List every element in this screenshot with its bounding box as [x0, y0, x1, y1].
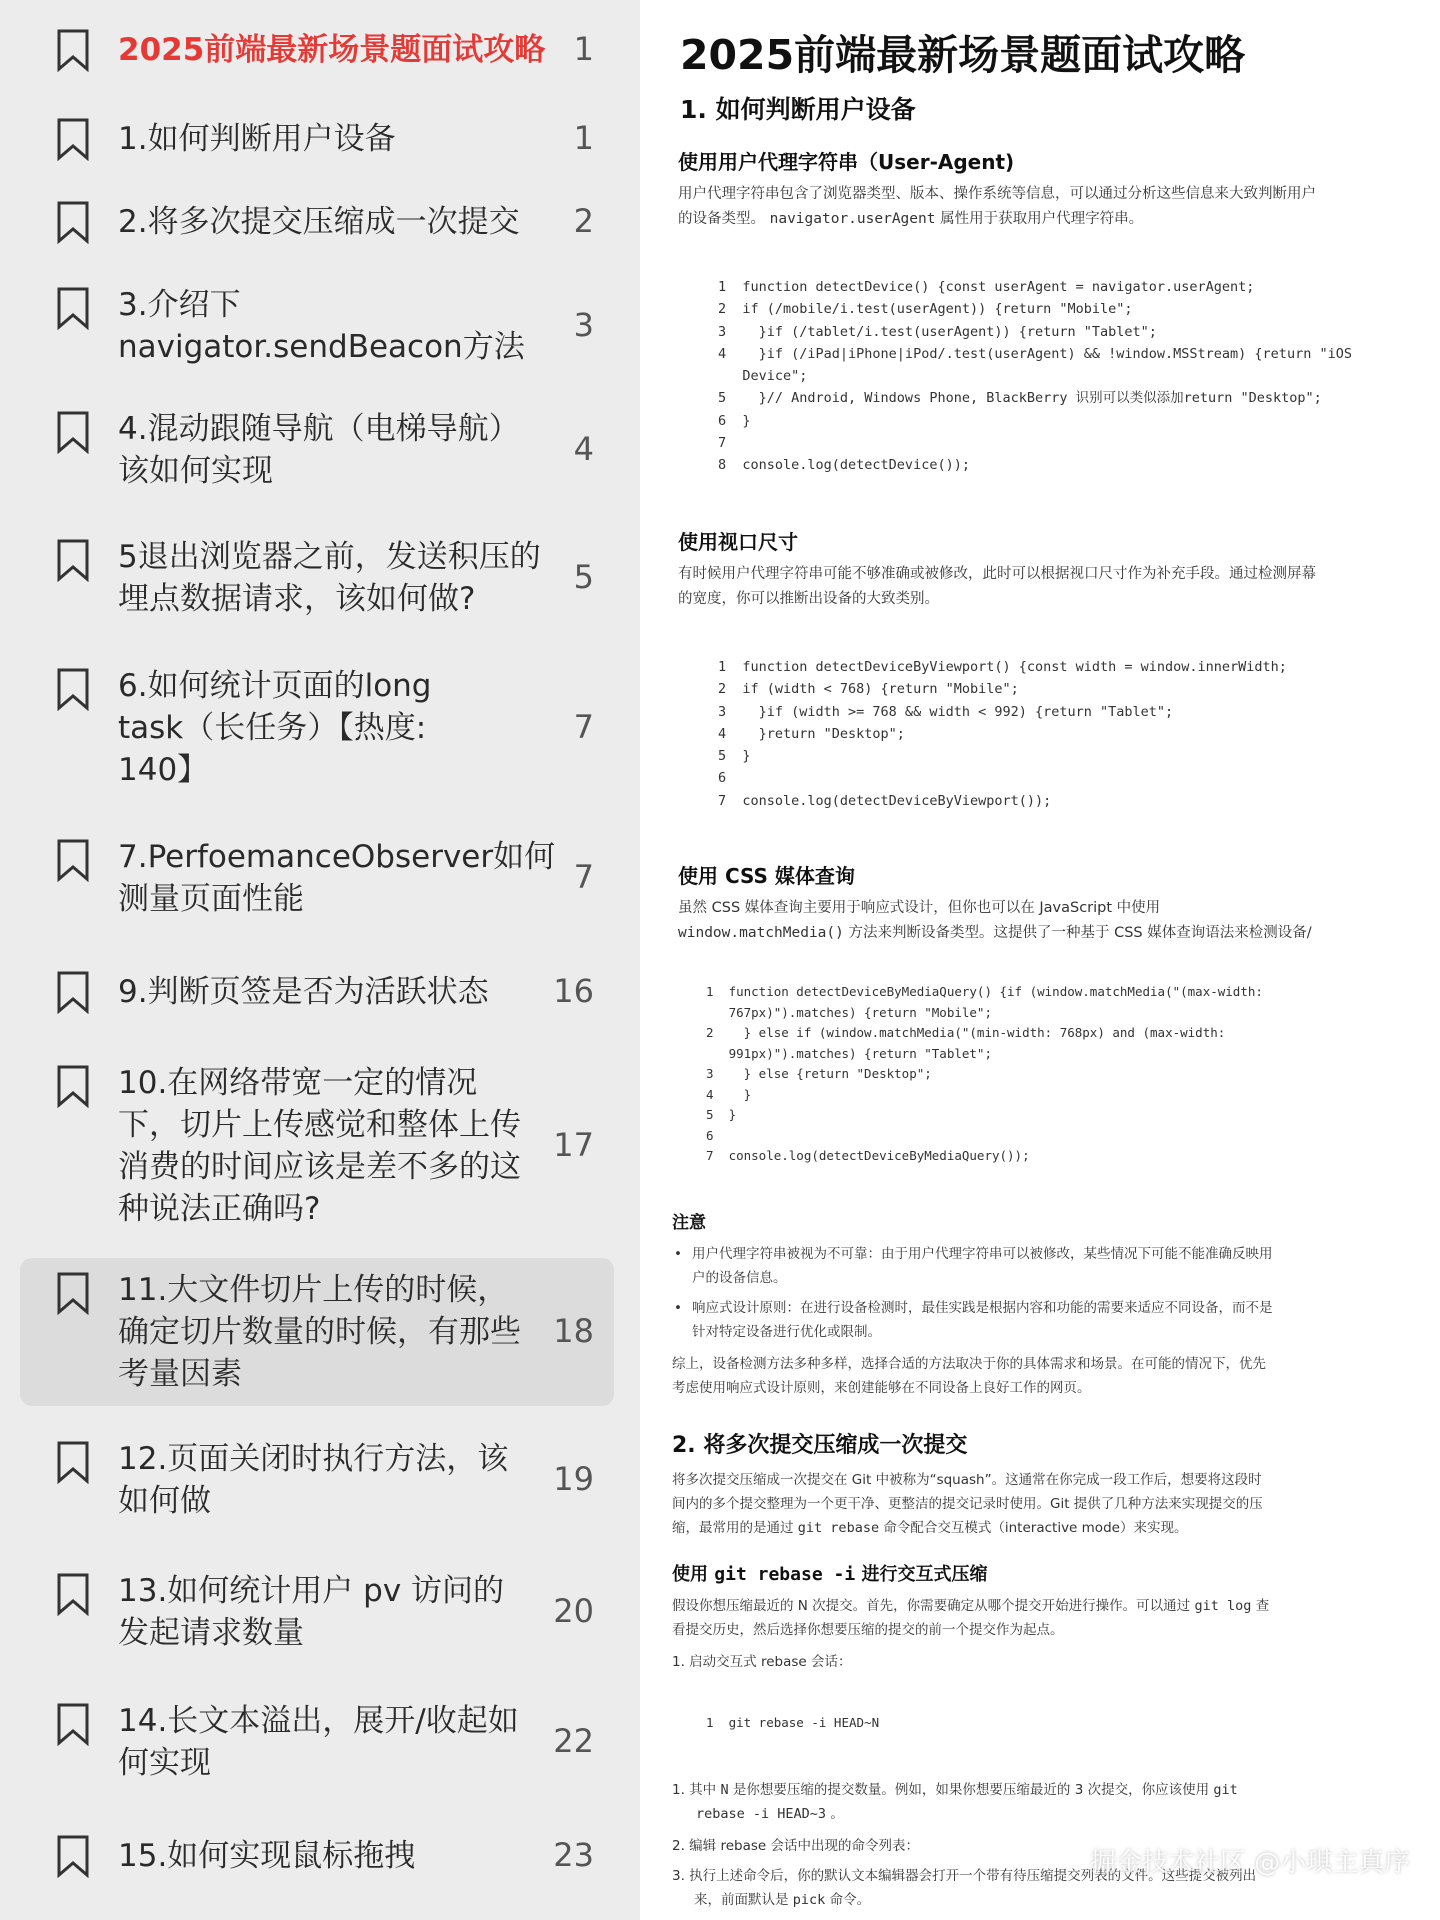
outline-item-page: 17 [553, 1126, 594, 1164]
section-2-heading: 2. 将多次提交压缩成一次提交 [672, 1433, 968, 1458]
outline-item-page: 23 [553, 1836, 594, 1874]
outline-item-page: 20 [553, 1592, 594, 1630]
rebase-heading-text-end: 进行交互式压缩 [861, 1564, 988, 1585]
outline-item-page: 1 [573, 30, 594, 68]
bookmark-icon[interactable] [56, 1271, 90, 1315]
ua-heading: 使用用户代理字符串（User-Agent) [678, 150, 1015, 174]
squash-code-inline: git rebase [797, 1520, 880, 1536]
bookmark-icon[interactable] [56, 538, 90, 582]
rebase-line-2: 看提交历史，然后选择你想要压缩的提交的前一个提交作为起点。 [672, 1622, 1064, 1638]
bookmark-icon[interactable] [56, 970, 90, 1014]
outline-item-page: 22 [553, 1722, 594, 1760]
outline-item-title: 3.介绍下 navigator.sendBeacon方法 [118, 287, 525, 365]
outline-item[interactable] [20, 178, 614, 266]
squash-text: 缩，最常用的是通过 [672, 1520, 794, 1536]
summary-line-1: 综上，设备检测方法多种多样，选择合适的方法取决于你的具体需求和场景。在可能的情况下，优先 [672, 1356, 1266, 1372]
squash-text-end: 命令配合交互模式（interactive mode）来实现。 [883, 1520, 1188, 1536]
step-3-text-end: 命令。 [829, 1892, 871, 1908]
document-title: 2025前端最新场景题面试攻略 [680, 31, 1246, 79]
summary-line-2: 考虑使用响应式设计原则，来创建能够在不同设备上良好工作的网页。 [672, 1380, 1091, 1396]
note-1-line-1: • 用户代理字符串被视为不可靠：由于用户代理字符串可以被修改，某些情况下可能不能准确反映用 [692, 1246, 1273, 1262]
rebase-code-inline: git log [1194, 1598, 1252, 1614]
step-2: 2. 编辑 rebase 会话中出现的命令列表： [672, 1838, 919, 1854]
step-3-text: 来，前面默认是 [694, 1892, 789, 1908]
rebase-heading-code: git rebase -i [714, 1564, 856, 1585]
css-heading: 使用 CSS 媒体查询 [678, 864, 855, 888]
outline-item-page: 1 [573, 119, 594, 157]
outline-item[interactable] [20, 1806, 614, 1906]
ua-line-1: 用户代理字符串包含了浏览器类型、版本、操作系统等信息，可以通过分析这些信息来大致判断用户 [678, 186, 1316, 202]
note-2-line-1: • 响应式设计原则：在进行设备检测时，最佳实践是根据内容和功能的需要来适应不同设备，而不是 [692, 1300, 1273, 1316]
bookmark-icon[interactable] [56, 286, 90, 330]
note-2-line-2: 针对特定设备进行优化或限制。 [692, 1324, 881, 1340]
bookmark-icon[interactable] [56, 28, 90, 72]
outline-item-title: 6.如何统计页面的long task（长任务）【热度: 140】 [118, 668, 432, 788]
css-line-1: 虽然 CSS 媒体查询主要用于响应式设计，但你也可以在 JavaScript 中使用 [678, 900, 1161, 916]
step-1-code-n: N [720, 1782, 729, 1798]
outline-item-title: 12.页面关闭时执行方法，该 如何做 [118, 1441, 509, 1519]
outline-item-title: 13.如何统计用户 pv 访问的 发起请求数量 [118, 1573, 505, 1651]
bookmark-icon[interactable] [56, 667, 90, 711]
viewport-paragraph [678, 562, 1408, 612]
rebase-heading [672, 1560, 987, 1586]
vp-line-1: 有时候用户代理字符串可能不够准确或被修改，此时可以根据视口尺寸作为补充手段。通过检测屏幕 [678, 566, 1316, 582]
bookmark-icon[interactable] [56, 838, 90, 882]
bookmark-icon[interactable] [56, 1834, 90, 1878]
rebase-line-1 [672, 1594, 1402, 1618]
step-3-code-pick: pick [792, 1892, 826, 1908]
summary-paragraph [672, 1352, 1402, 1400]
ua-line-2 [678, 207, 1408, 232]
step-1-detail-line-2 [672, 1802, 1372, 1826]
step-1-detail-line-1 [672, 1778, 1372, 1802]
css-line-2 [678, 921, 1438, 946]
vp-line-2: 的宽度，你可以推断出设备的大致类别。 [678, 591, 939, 607]
css-paragraph [678, 896, 1438, 946]
watermark-text: 掘金技术社区 @小琪主真序 [1090, 1848, 1411, 1878]
note-bullet-2 [692, 1296, 1372, 1344]
code-block-media-query: 1 function detectDeviceByMediaQuery() {if (window.matchMedia("(max-width: 767px)").matches) {return "Mobile"; 2 } else if (window.matchMedia("(min-width: 768px) and (max-width: 991px)").matches) {return "Tablet"; 3 } else {return "Desktop"; 4 } 5 } 6 7 console.log(detectDeviceByMediaQuery()); [706, 984, 1263, 1163]
outline-item-title: 10.在网络带宽一定的情况 下，切片上传感觉和整体上传 消费的时间应该是差不多的这 种说法正确吗? [118, 1065, 521, 1227]
outline-item-title: 14.长文本溢出，展开/收起如 何实现 [118, 1703, 519, 1781]
step-1-code-git: git [1213, 1782, 1238, 1798]
code-block-viewport: 1 function detectDeviceByViewport() {const width = window.innerWidth; 2 if (width < 768) {return "Mobile"; 3 }if (width >= 768 && width < 992) {return "Tablet"; 4 }return "Desktop"; 5 } 6 7 console.log(detectDeviceByViewport()); [718, 659, 1287, 809]
step-1-text-c: 是你想要压缩的提交数量。例如，如果你想要压缩最近的 3 次提交，你应该使用 [732, 1782, 1210, 1798]
code-block-rebase: 1 git rebase -i HEAD~N [706, 1715, 880, 1730]
note-bullet-1 [692, 1242, 1372, 1290]
outline-item[interactable] [20, 514, 614, 642]
squash-line-1: 将多次提交压缩成一次提交在 Git 中被称为“squash”。这通常在你完成一段工作后，想要将这段时 [672, 1472, 1262, 1488]
outline-item-page: 2 [573, 202, 594, 240]
outline-item-title: 15.如何实现鼠标拖拽 [118, 1838, 416, 1874]
outline-item[interactable] [20, 642, 614, 814]
outline-item[interactable] [20, 942, 614, 1042]
outline-item[interactable] [20, 1042, 614, 1250]
outline-item-page: 16 [553, 972, 594, 1010]
squash-line-2: 间内的多个提交整理为一个更干净、更整洁的提交记录时使用。Git 提供了几种方法来实现提交的压 [672, 1496, 1263, 1512]
ua-paragraph [678, 182, 1408, 232]
step-1-code-rebase: rebase -i HEAD~3 [696, 1806, 827, 1822]
outline-item-title: 9.判断页签是否为活跃状态 [118, 974, 489, 1010]
code-block-detect-device: 1 function detectDevice() {const userAgent = navigator.userAgent; 2 if (/mobile/i.test(userAgent)) {return "Mobile"; 3 }if (/tablet/i.test(userAgent)) {return "Tablet"; 4 }if (/iPad|iPhone|iPod/.test(userAgent) && !window.MSStream) {return "iOS Device"; 5 }// Android, Windows Phone, BlackBerry 识别可以类似添加return "Desktop"; 6 } 7 8 console.log(detectDevice()); [718, 279, 1352, 474]
rebase-paragraph [672, 1594, 1402, 1642]
note-1-line-2: 户的设备信息。 [692, 1270, 787, 1286]
outline-item-page: 18 [553, 1312, 594, 1350]
bookmark-icon[interactable] [56, 1572, 90, 1616]
step-1: 1. 启动交互式 rebase 会话： [672, 1654, 852, 1670]
rebase-heading-text: 使用 [672, 1564, 708, 1585]
squash-paragraph [672, 1468, 1402, 1540]
outline-item[interactable] [20, 0, 614, 100]
outline-item-page: 4 [573, 430, 594, 468]
css-text: 方法来判断设备类型。这提供了一种基于 CSS 媒体查询语法来检测设备/ [848, 925, 1312, 941]
outline-item-title: 7.PerfoemanceObserver如何 测量页面性能 [118, 839, 556, 917]
outline-item[interactable] [20, 1678, 614, 1806]
bookmark-icon[interactable] [56, 117, 90, 161]
outline-item-title: 5退出浏览器之前，发送积压的 埋点数据请求，该如何做? [118, 539, 541, 617]
outline-item[interactable] [20, 266, 614, 386]
outline-item-page: 3 [573, 306, 594, 344]
step-1-text-a: 1. 其中 [672, 1782, 717, 1798]
outline-panel [0, 0, 640, 1920]
outline-item[interactable] [20, 386, 614, 514]
step-3-line-2 [672, 1888, 1372, 1912]
outline-item[interactable] [20, 1258, 614, 1406]
ua-text-end: 属性用于获取用户代理字符串。 [940, 211, 1144, 227]
outline-item[interactable] [20, 100, 614, 178]
document-page [640, 0, 1440, 1920]
ua-code-inline: navigator.userAgent [769, 211, 936, 227]
note-heading: 注意 [672, 1213, 706, 1233]
outline-item-title: 11.大文件切片上传的时候， 确定切片数量的时候，有那些 考量因素 [118, 1272, 521, 1392]
step-1-text-end: 。 [830, 1806, 844, 1822]
outline-item[interactable] [20, 814, 614, 942]
bookmark-icon[interactable] [56, 1702, 90, 1746]
section-1-heading: 1. 如何判断用户设备 [680, 95, 916, 124]
outline-item-page: 19 [553, 1460, 594, 1498]
bookmark-icon[interactable] [56, 1064, 90, 1108]
outline-item-title: 2.将多次提交压缩成一次提交 [118, 204, 520, 240]
outline-item-title: 1.如何判断用户设备 [118, 121, 396, 157]
bookmark-icon[interactable] [56, 200, 90, 244]
ua-text: 的设备类型。 [678, 211, 765, 227]
outline-item-title: 2025前端最新场景题面试攻略 [118, 32, 546, 68]
css-code-inline: window.matchMedia() [678, 925, 844, 941]
rebase-text-end: 查 [1255, 1598, 1270, 1614]
outline-item-page: 7 [573, 858, 594, 896]
viewport-heading: 使用视口尺寸 [678, 530, 798, 554]
rebase-text: 假设你想压缩最近的 N 次提交。首先，你需要确定从哪个提交开始进行操作。可以通过 [672, 1598, 1191, 1614]
bookmark-icon[interactable] [56, 1440, 90, 1484]
outline-item-page: 7 [573, 708, 594, 746]
step-3-line-1: 3. 执行上述命令后，你的默认文本编辑器会打开一个带有待压缩提交列表的文件。这些提交被列出 [672, 1868, 1257, 1884]
outline-item-title: 4.混动跟随导航（电梯导航） 该如何实现 [118, 411, 520, 489]
outline-item[interactable] [20, 1414, 614, 1546]
bookmark-icon[interactable] [56, 410, 90, 454]
squash-line-3 [672, 1516, 1402, 1540]
step-1-detail [672, 1778, 1372, 1826]
outline-item[interactable] [20, 1546, 614, 1678]
outline-item-page: 5 [573, 558, 594, 596]
